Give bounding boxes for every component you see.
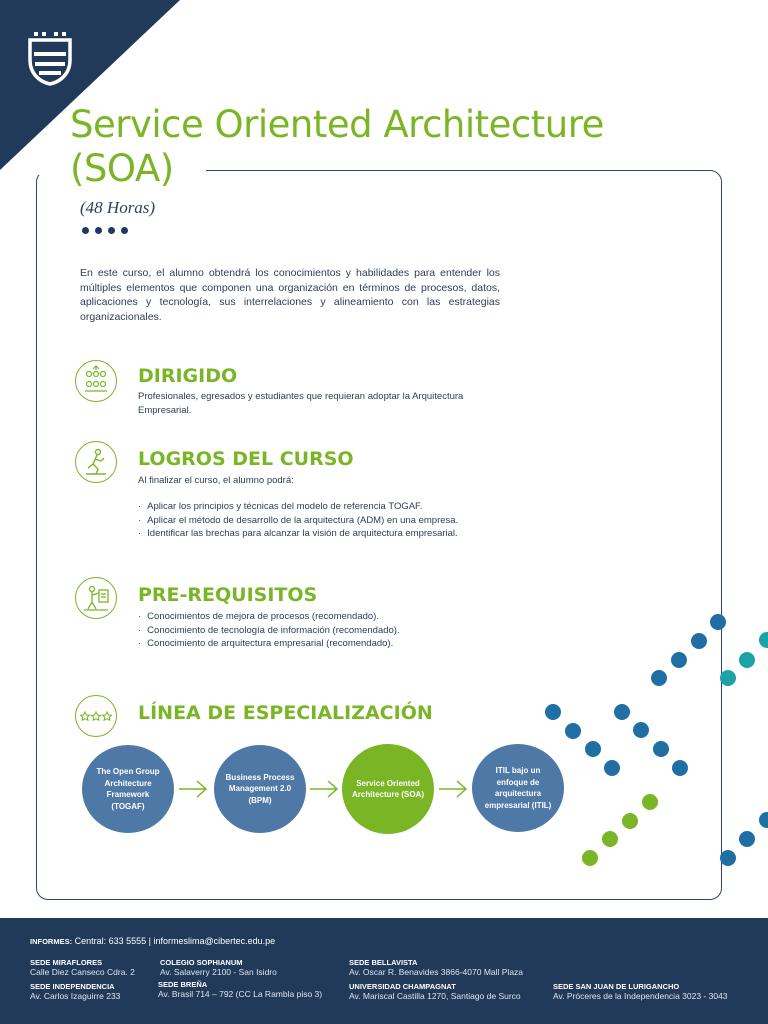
sede-address: Av. Próceres de la Independencia 3023 - 3043 [553,991,728,1001]
section-title-linea: LÍNEA DE ESPECIALIZACIÓN [138,702,433,724]
course-duration: (48 Horas) [80,198,156,217]
sede-name: SEDE MIRAFLORES [30,958,103,967]
sede-name: SEDE BELLAVISTA [349,958,418,967]
sede-address: Av. Salaverry 2100 - San Isidro [160,967,277,977]
prerequisitos-list [138,610,518,651]
course-description: En este curso, el alumno obtendrá los conocimientos y habilidades para entender los múltiples elementos que componen una organización en términos de procesos, datos, aplicaciones y tecnología, sus interrelaciones y alineamiento con las estrategias organizacionales. [80,267,500,323]
sede-address: Av. Oscar R. Benavides 3866-4070 Mall Plaza [349,967,524,977]
arrow-right-icon [438,779,468,799]
sede-name: SEDE BREÑA [158,980,208,989]
sede-address: Av. Brasil 714 – 792 (CC La Rambla piso 3) [158,989,323,999]
footer [0,918,768,1024]
title-line-1: Service Oriented Architecture [70,103,604,146]
sede-name: UNIVERSIDAD CHAMPAGNAT [349,982,456,991]
path-step-bpm: Business Process Management 2.0 (BPM) [214,745,306,833]
informes-text: Central: 633 5555 | informeslima@cibertec.edu.pe [74,936,276,946]
list-item: · Aplicar los principios y técnicas del modelo de referencia TOGAF. [138,500,538,514]
section-title-dirigido: DIRIGIDO [138,365,238,387]
path-step-togaf: The Open Group Architecture Framework (TOGAF) [82,745,174,833]
section-title-prerequisitos: PRE-REQUISITOS [138,584,318,606]
divider-dots [82,227,128,234]
sede-bellavista [349,958,523,977]
sede-address: Calle Diez Canseco Cdra. 2 [30,967,135,977]
section-text-dirigido: Profesionales, egresados y estudiantes que requieran adoptar la Arquitectura Empresarial. [138,391,464,416]
list-item: · Conocimientos de mejora de procesos (recomendado). [138,610,518,624]
audience-icon [75,360,117,402]
path-step-soa: Service Oriented Architecture (SOA) [342,744,434,834]
sede-brena [158,980,322,999]
stars-icon [75,695,117,737]
section-intro-logros: Al finalizar el curso, el alumno podrá: [138,475,294,486]
sede-independencia [30,982,120,1001]
section-title-logros: LOGROS DEL CURSO [138,448,354,470]
prerequisites-icon [75,577,117,619]
list-item: · Conocimiento de arquitectura empresarial (recomendado). [138,637,518,651]
path-step-itil: ITIL bajo un enfoque de arquitectura empresarial (ITIL) [472,744,564,832]
sede-name: SEDE INDEPENDENCIA [30,982,115,991]
arrow-right-icon [309,779,339,799]
sede-champagnat [349,982,521,1001]
arrow-right-icon [178,779,208,799]
achievement-icon [75,441,117,483]
list-item: · Conocimiento de tecnología de información (recomendado). [138,624,518,638]
list-item: · Aplicar el método de desarrollo de la arquitectura (ADM) en una empresa. [138,514,538,528]
informes-label: INFORMES: [30,937,73,946]
sede-sjl [553,982,728,1001]
shield-logo-icon [26,30,74,86]
footer-informes [30,936,275,946]
logros-list [138,500,538,541]
sede-miraflores [30,958,135,977]
sede-address: Av. Carlos Izaguirre 233 [30,991,121,1001]
sede-name: COLEGIO SOPHIANUM [160,958,243,967]
sede-sophianum [160,958,277,977]
sede-name: SEDE SAN JUAN DE LURIGANCHO [553,982,680,991]
list-item: · Identificar las brechas para alcanzar la visión de arquitectura empresarial. [138,527,538,541]
decorative-dots [540,600,768,870]
title-line-2: (SOA) [70,147,174,190]
page-title [70,103,710,191]
sede-address: Av. Mariscal Castilla 1270, Santiago de Surco [349,991,521,1001]
